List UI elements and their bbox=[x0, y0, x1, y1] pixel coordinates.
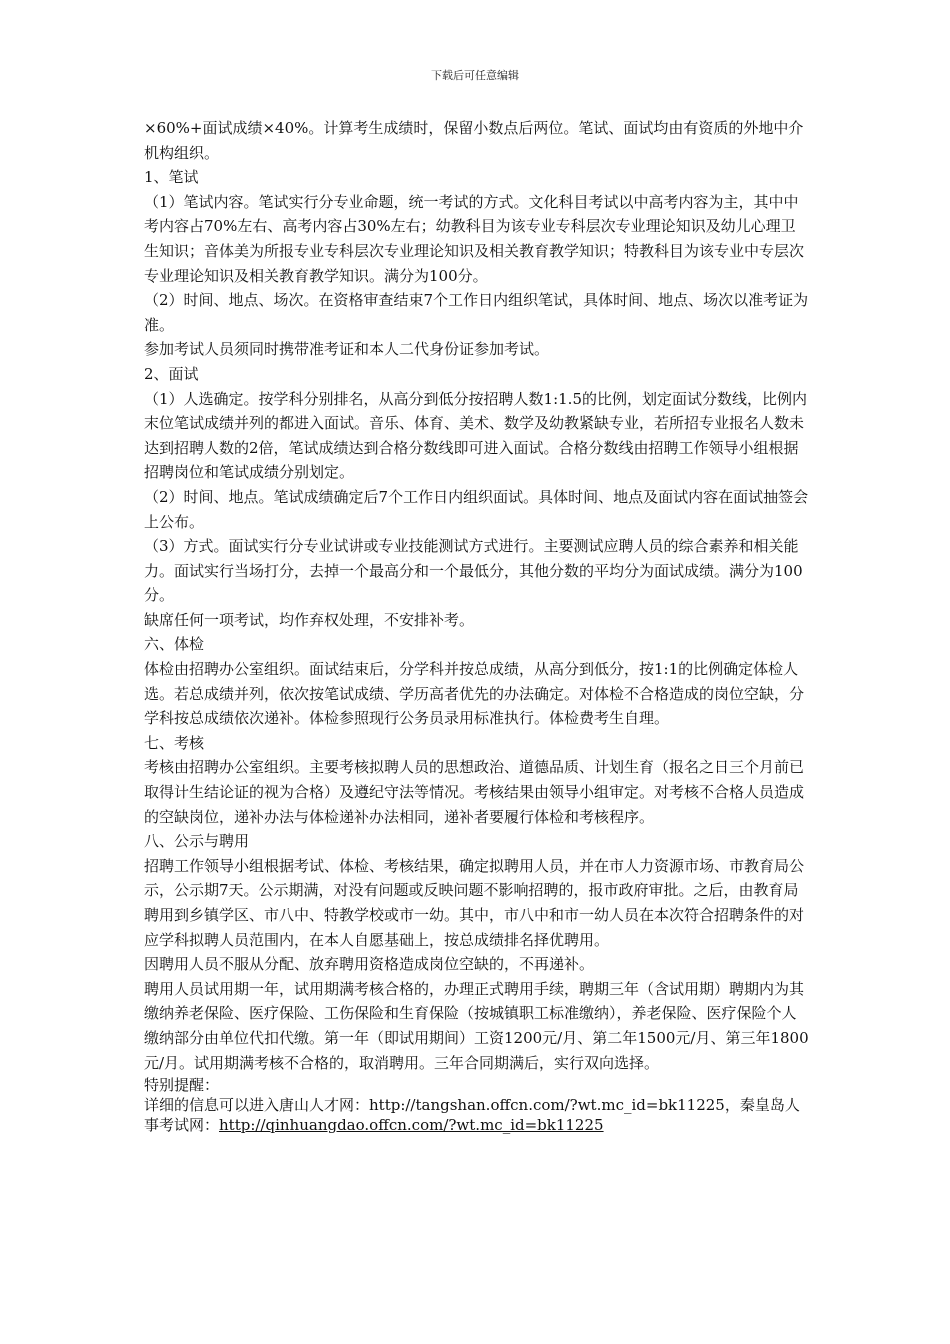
reminder-text-before: 详细的信息可以进入唐山人才网：http://tangshan.offcn.com/?wt.mc_id=bk11225，秦皇岛人事考试网： bbox=[144, 1096, 800, 1135]
paragraph-score-formula: ×60%+面试成绩×40%。计算考生成绩时，保留小数点后两位。笔试、面试均由有资质的外地中介机构组织。 bbox=[144, 119, 804, 162]
paragraph-exam-content: （1）笔试内容。笔试实行分专业命题，统一考试的方式。文化科目考试以中高考内容为主，其中中考内容占70%左右、高考内容占30%左右；幼教科目为该专业专科层次专业理论知识及幼儿心理卫生知识；音体美为所报专业专科层次专业理论知识及相关教育教学知识；特教科目为该专业中专层次专业理论知识及相关教育教学知识。满分为100分。 bbox=[144, 192, 805, 285]
qinhuangdao-link[interactable]: http://qinhuangdao.offcn.com/?wt.mc_id=bk11225 bbox=[219, 1116, 604, 1135]
heading-physical-exam: 六、体检 bbox=[144, 635, 205, 654]
paragraph-physical-exam: 体检由招聘办公室组织。面试结束后，分学科并按总成绩，从高分到低分，按1:1的比例确定体检人选。若总成绩并列，依次按笔试成绩、学历高者优先的办法确定。对体检不合格造成的岗位空缺，分学科按总成绩依次递补。体检参照现行公务员录用标准执行。体检费考生自理。 bbox=[144, 660, 805, 728]
paragraph-exam-time: （2）时间、地点、场次。在资格审查结束7个工作日内组织笔试，具体时间、地点、场次以准考证为准。 bbox=[144, 291, 809, 334]
paragraph-assessment: 考核由招聘办公室组织。主要考核拟聘人员的思想政治、道德品质、计划生育（报名之日三个月前已取得计生结论证的视为合格）及遵纪守法等情况。考核结果由领导小组审定。对考核不合格人员造成的空缺岗位，递补办法与体检递补办法相同，递补者要履行体检和考核程序。 bbox=[144, 758, 805, 826]
reminder-text bbox=[144, 1095, 810, 1135]
heading-assessment: 七、考核 bbox=[144, 733, 205, 752]
heading-written-exam: 1、笔试 bbox=[144, 168, 199, 187]
paragraph-exam-id: 参加考试人员须同时携带准考证和本人二代身份证参加考试。 bbox=[144, 340, 550, 359]
reminder-title: 特别提醒： bbox=[144, 1076, 220, 1095]
page-header: 下载后可任意编辑 bbox=[431, 69, 519, 82]
heading-interview: 2、面试 bbox=[144, 364, 199, 383]
document-body bbox=[144, 116, 810, 1135]
paragraph-publicity: 招聘工作领导小组根据考试、体检、考核结果，确定拟聘用人员，并在市人力资源市场、市教育局公示，公示期7天。公示期满，对没有问题或反映问题不影响招聘的，报市政府审批。之后，由教育局聘用到乡镇学区、市八中、特教学校或市一幼。其中，市八中和市一幼人员在本次符合招聘条件的对应学科拟聘人员范围内，在本人自愿基础上，按总成绩排名择优聘用。 bbox=[144, 856, 805, 949]
paragraph-probation: 聘用人员试用期一年，试用期满考核合格的，办理正式聘用手续，聘期三年（含试用期）聘期内为其缴纳养老保险、医疗保险、工伤保险和生育保险（按城镇职工标准缴纳），养老保险、医疗保险个人缴纳部分由单位代扣代缴。第一年（即试用期间）工资1200元/月、第二年1500元/月、第三年1800元/月。试用期满考核不合格的，取消聘用。三年合同期满后，实行双向选择。 bbox=[144, 979, 809, 1072]
paragraph-interview-method: （3）方式。面试实行分专业试讲或专业技能测试方式进行。主要测试应聘人员的综合素养和相关能力。面试实行当场打分，去掉一个最高分和一个最低分，其他分数的平均分为面试成绩。满分为100分。 bbox=[144, 537, 803, 605]
paragraph-absence: 缺席任何一项考试，均作弃权处理，不安排补考。 bbox=[144, 610, 475, 629]
heading-publicity-employment: 八、公示与聘用 bbox=[144, 832, 250, 851]
paragraph-no-backfill: 因聘用人员不服从分配、放弃聘用资格造成岗位空缺的，不再递补。 bbox=[144, 955, 595, 974]
paragraph-interview-selection: （1）人选确定。按学科分别排名，从高分到低分按招聘人数1:1.5的比例，划定面试分数线，比例内末位笔试成绩并列的都进入面试。音乐、体育、美术、数学及幼教紧缺专业，若所招专业报名人数未达到招聘人数的2倍，笔试成绩达到合格分数线即可进入面试。合格分数线由招聘工作领导小组根据招聘岗位和笔试成绩分别划定。 bbox=[144, 389, 807, 482]
paragraph-interview-time: （2）时间、地点。笔试成绩确定后7个工作日内组织面试。具体时间、地点及面试内容在面试抽签会上公布。 bbox=[144, 487, 809, 531]
